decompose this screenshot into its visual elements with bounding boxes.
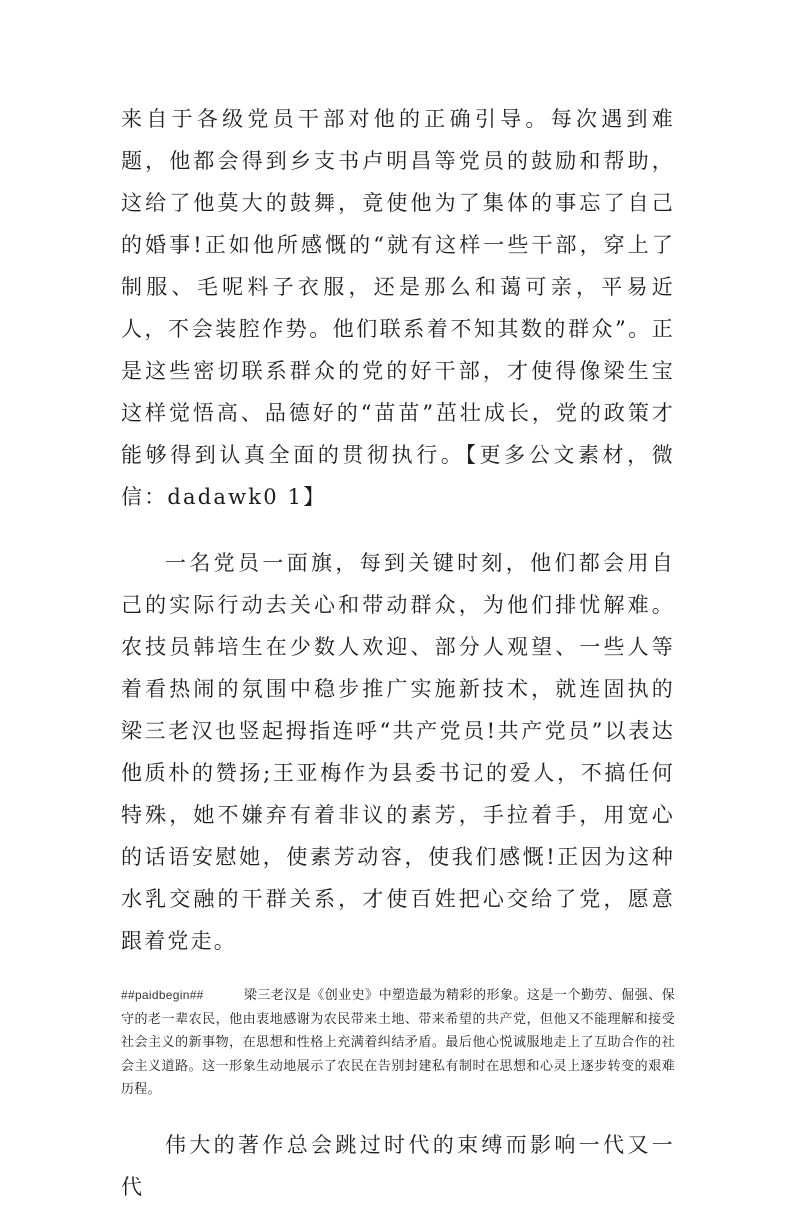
paragraph-4: 伟大的著作总会跳过时代的束缚而影响一代又一代 bbox=[121, 1132, 675, 1199]
paragraph-2: 一名党员一面旗，每到关键时刻，他们都会用自己的实际行动去关心和带动群众，为他们排忧解难。农技员韩培生在少数人欢迎、部分人观望、一些人等着看热闹的氛围中稳步推广实施新技术，就连固执的梁三老汉也竖起拇指连呼“共产党员!共产党员”以表达他质朴的赞扬;王亚梅作为县委书记的爱人，不搞任何特殊，她不嫌弃有着非议的素芳，手拉着手，用宽心的话语安慰她，使素芳动容，使我们感慨!正因为这种水乳交融的干群关系，才使百姓把心交给了党，愿意跟着党走。 bbox=[121, 551, 675, 953]
paid-begin-marker: ##paidbegin## bbox=[121, 988, 204, 1002]
paragraph-3 bbox=[121, 984, 675, 1102]
document-body bbox=[121, 98, 675, 1208]
paragraph-3-text: 梁三老汉是《创业史》中塑造最为精彩的形象。这是一个勤劳、倔强、保守的老一辈农民，他由衷地感谢为农民带来土地、带来希望的共产党，但他又不能理解和接受社会主义的新事物，在思想和性格上充满着纠结矛盾。最后他心悦诚服地走上了互助合作的社会主义道路。这一形象生动地展示了农民在告别封建私有制时在思想和心灵上逐步转变的艰难历程。 bbox=[121, 988, 675, 1097]
paragraph-1: 来自于各级党员干部对他的正确引导。每次遇到难题，他都会得到乡支书卢明昌等党员的鼓励和帮助，这给了他莫大的鼓舞，竟使他为了集体的事忘了自己的婚事!正如他所感慨的“就有这样一些干部，穿上了制服、毛呢料子衣服，还是那么和蔼可亲，平易近人，不会装腔作势。他们联系着不知其数的群众”。正是这些密切联系群众的党的好干部，才使得像梁生宝这样觉悟高、品德好的“苗苗”茁壮成长，党的政策才能够得到认真全面的贯彻执行。【更多公文素材，微信：dadawk0 1】 bbox=[121, 107, 675, 509]
